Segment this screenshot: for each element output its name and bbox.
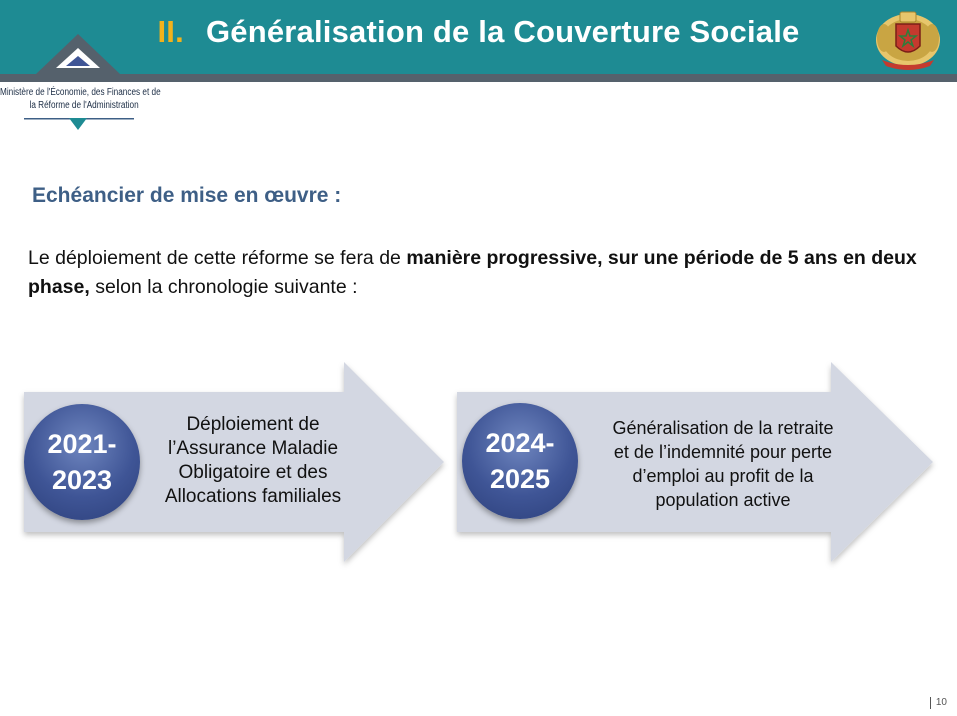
ministry-logo [0, 34, 180, 132]
intro-text-start: Le déploiement de cette réforme se fera de [28, 247, 407, 269]
phase-1-years-start: 2021- [47, 429, 117, 459]
phase-1-desc-line2: l’Assurance Maladie [167, 438, 339, 459]
ministry-logo-icon [0, 34, 180, 132]
schedule-heading: Echéancier de mise en œuvre : [32, 184, 342, 207]
slide-number: 10 [930, 697, 947, 709]
phase-2-desc-line1: Généralisation de la retraite [612, 418, 834, 438]
phase-2-description [585, 416, 861, 512]
ministry-name [0, 86, 161, 112]
phase-2-years-end: 2025 [489, 464, 551, 494]
phase-1-desc-line4: Allocations familiales [164, 486, 342, 507]
phase-1-desc-line3: Obligatoire et des [178, 462, 328, 483]
section-number: II. [157, 14, 184, 49]
phase-2-years-start: 2024- [485, 428, 555, 458]
phase-2-desc-line3: d’emploi au profit de la [632, 466, 814, 486]
phase-2-desc-line2: et de l’indemnité pour perte [613, 442, 833, 462]
phase-1-years-end: 2023 [51, 465, 113, 495]
ministry-name-line1: Ministère de l'Économie, des Finances et de [0, 87, 161, 98]
section-title: Généralisation de la Couverture Sociale [205, 14, 800, 49]
phase-2-years-badge [462, 403, 578, 519]
phase-1-desc-line1: Déploiement de [186, 414, 320, 435]
intro-paragraph [28, 244, 928, 302]
intro-text-end: selon la chronologie suivante : [89, 276, 358, 298]
phase-1-years-badge [24, 404, 140, 520]
intro-text-bold: manière progressive, sur une période de 5 ans en deux phase, [28, 247, 917, 298]
phase-1-description [145, 413, 361, 509]
phase-2-desc-line4: population active [655, 490, 791, 510]
ministry-name-line2: la Réforme de l'Administration [29, 100, 139, 111]
royal-crest-icon [872, 4, 944, 70]
